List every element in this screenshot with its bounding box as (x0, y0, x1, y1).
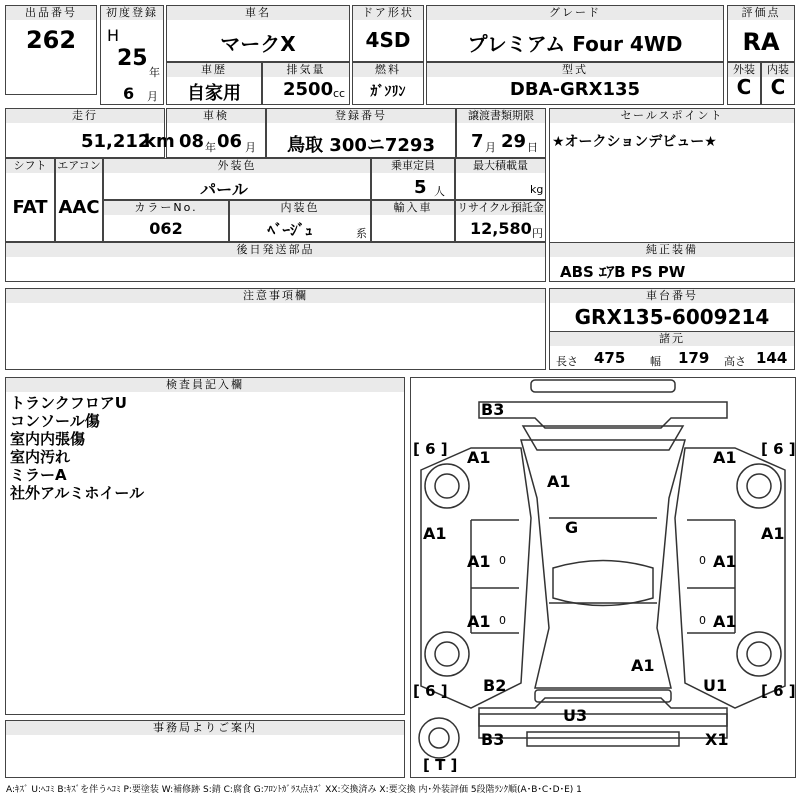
door-box (352, 5, 424, 62)
shift-box (5, 158, 55, 242)
notes-label: 注意事項欄 (6, 289, 545, 303)
rating-label: 評価点 (728, 6, 794, 20)
history-label: 車歴 (167, 63, 261, 77)
damage-mark: A1 (467, 552, 491, 571)
exterior-color: パール (200, 180, 248, 199)
mileage-box (5, 108, 175, 158)
damage-mark: U3 (563, 706, 588, 725)
sales-point-label: セールスポイント (550, 109, 794, 123)
displacement-label: 排気量 (263, 63, 349, 77)
interior-color-label: 内装色 (230, 201, 370, 215)
shift-label: シフト (6, 159, 54, 173)
inspection-month: 06 (217, 131, 243, 152)
displacement-box (262, 62, 350, 105)
registration-number-box (266, 108, 456, 158)
transfer-day: 29 (501, 131, 527, 152)
max-load-unit: kg (530, 183, 544, 196)
inspection-year-unit: 年 (205, 141, 216, 154)
height-label: 高さ (724, 355, 746, 368)
transfer-day-unit: 日 (527, 141, 538, 154)
office-label: 事務局よりご案内 (6, 721, 404, 735)
year-unit: 年 (149, 66, 160, 79)
inspector-note: 室内汚れ (10, 448, 71, 466)
fuel-label: 燃料 (353, 63, 423, 77)
transfer-month-unit: 月 (485, 141, 496, 154)
damage-mark: B3 (481, 730, 505, 749)
chassis-box (549, 288, 795, 370)
later-parts-label: 後日発送部品 (6, 243, 545, 257)
notes-box (5, 288, 546, 370)
inspector-note: 室内内張傷 (10, 430, 86, 448)
car-outline (411, 378, 795, 777)
tire-rear-right: [ 6 ] (761, 682, 796, 700)
car-diagram (410, 377, 796, 778)
tire-rear-left: [ 6 ] (413, 682, 448, 700)
capacity: 5 (414, 177, 427, 198)
dims-label: 諸元 (550, 331, 794, 346)
capacity-unit: 人 (434, 185, 445, 198)
import-box (371, 200, 455, 242)
grade-label: グレード (427, 6, 723, 20)
first-registration-label: 初度登録 (101, 6, 163, 20)
damage-mark: B3 (481, 400, 505, 419)
shift: FAT (12, 197, 48, 218)
model-label: 車名 (167, 6, 349, 20)
length: 475 (594, 349, 626, 367)
inspector-note: 社外アルミホイール (10, 484, 145, 502)
capacity-box (371, 158, 455, 200)
sales-point-box (549, 108, 795, 256)
damage-mark: A1 (631, 656, 655, 675)
recycle-unit: 円 (532, 227, 543, 240)
interior-color: ﾍﾞｰｼﾞｭ (267, 221, 313, 239)
damage-mark: X1 (705, 730, 729, 749)
capacity-label: 乗車定員 (372, 159, 454, 173)
interior-grade-label: 内装 (762, 63, 794, 77)
equipment-box (549, 242, 795, 282)
damage-mark: G (565, 518, 579, 537)
width-label: 幅 (650, 355, 661, 368)
damage-mark: A1 (547, 472, 571, 491)
color-number-box (103, 200, 229, 242)
recycle-box (455, 200, 546, 242)
inspection-box (166, 108, 266, 158)
transfer-deadline-box (456, 108, 546, 158)
door: 4SD (365, 28, 411, 52)
exterior-color-label: 外装色 (104, 159, 370, 173)
fuel-box (352, 62, 424, 105)
scratch-mark: 0 (699, 554, 706, 567)
interior-grade: C (770, 75, 786, 99)
model: マークX (220, 32, 296, 56)
interior-color-box (229, 200, 371, 242)
exterior-grade-box (727, 62, 761, 105)
inspector-note: コンソール傷 (10, 412, 100, 430)
door-label: ドア形状 (353, 6, 423, 20)
recycle-label: リサイクル預託金 (457, 201, 544, 214)
inspection-label: 車検 (167, 109, 265, 123)
transfer-deadline-label: 譲渡書類期限 (457, 109, 545, 123)
interior-color-unit: 系 (356, 227, 367, 240)
grade: プレミアム Four 4WD (467, 32, 683, 56)
lot-number-box (5, 5, 97, 95)
chassis-label: 車台番号 (550, 289, 794, 303)
lot-number: 262 (25, 26, 77, 54)
exterior-color-box (103, 158, 371, 200)
width: 179 (678, 349, 710, 367)
legend: A:ｷｽﾞ U:ﾍｺﾐ B:ｷｽﾞを伴うﾍｺﾐ P:要塗装 W:補修跡 S:錆 C:腐食 G:ﾌﾛﾝﾄｶﾞﾗｽ点ｷｽﾞ XX:交換済み X:要交換 内･外装評価 5段階ﾗﾝｸ順(A･B･C･D･E) 1 (6, 785, 582, 795)
scratch-mark: 0 (699, 614, 706, 627)
scratch-mark: 0 (499, 554, 506, 567)
inspector-label: 検査員記入欄 (6, 378, 404, 392)
later-parts-box (5, 242, 546, 282)
max-load-label: 最大積載量 (456, 159, 545, 173)
lot-number-label: 出品番号 (6, 6, 96, 20)
type: DBA-GRX135 (509, 79, 641, 100)
inspector-note: トランクフロアU (10, 394, 127, 412)
mileage-label: 走行 (6, 109, 164, 123)
history: 自家用 (187, 83, 241, 104)
inspection-year: 08 (179, 131, 205, 152)
inspector-notes (10, 394, 144, 502)
exterior-grade-label: 外装 (728, 63, 760, 77)
damage-mark: B2 (483, 676, 507, 695)
damage-mark: A1 (713, 448, 737, 467)
model-box (166, 5, 350, 62)
aircon-label: エアコン (57, 159, 101, 172)
month-unit: 月 (147, 90, 158, 103)
first-registration-box (100, 5, 164, 105)
scratch-mark: 0 (499, 614, 506, 627)
office-box (5, 720, 405, 778)
sales-point: ★オークションデビュー★ (552, 134, 717, 150)
transfer-month: 7 (471, 131, 484, 152)
damage-mark: A1 (713, 552, 737, 571)
recycle-fee: 12,580 (470, 219, 532, 238)
inspector-note: ミラーA (10, 466, 67, 484)
length-label: 長さ (556, 355, 578, 368)
color-number: 062 (149, 219, 183, 238)
tire-spare: [ T ] (423, 756, 458, 774)
aircon-box (55, 158, 103, 242)
displacement: 2500 (283, 79, 334, 100)
chassis-number: GRX135-6009214 (574, 305, 770, 329)
fuel: ｶﾞｿﾘﾝ (370, 84, 406, 100)
era: H (107, 26, 120, 45)
damage-mark: A1 (713, 612, 737, 631)
interior-grade-box (761, 62, 795, 105)
reg-month: 6 (123, 84, 135, 103)
grade-box (426, 5, 724, 62)
displacement-unit: cc (333, 87, 346, 100)
history-box (166, 62, 262, 105)
import-label: 輸入車 (372, 201, 454, 215)
damage-mark: A1 (761, 524, 785, 543)
registration-number-label: 登録番号 (267, 109, 455, 123)
inspector-box (5, 377, 405, 715)
equipment: ABS ｴｱB PS PW (560, 263, 686, 281)
rating-box (727, 5, 795, 62)
type-box (426, 62, 724, 105)
damage-mark: A1 (467, 448, 491, 467)
damage-mark: A1 (423, 524, 447, 543)
reg-year: 25 (117, 46, 148, 71)
inspection-month-unit: 月 (245, 141, 256, 154)
mileage-unit: km (144, 131, 175, 152)
damage-mark: U1 (703, 676, 728, 695)
registration-number: 鳥取 300ニ7293 (287, 135, 435, 156)
tire-front-right: [ 6 ] (761, 440, 796, 458)
damage-mark: A1 (467, 612, 491, 631)
exterior-grade: C (736, 75, 752, 99)
type-label: 型式 (427, 63, 723, 77)
max-load-box (455, 158, 546, 200)
height: 144 (756, 349, 788, 367)
color-number-label: カラーNo. (104, 201, 228, 215)
equipment-label: 純正装備 (550, 243, 794, 257)
mileage: 51,212 (81, 131, 151, 152)
aircon: AAC (58, 197, 100, 218)
tire-front-left: [ 6 ] (413, 440, 448, 458)
rating: RA (742, 28, 780, 56)
